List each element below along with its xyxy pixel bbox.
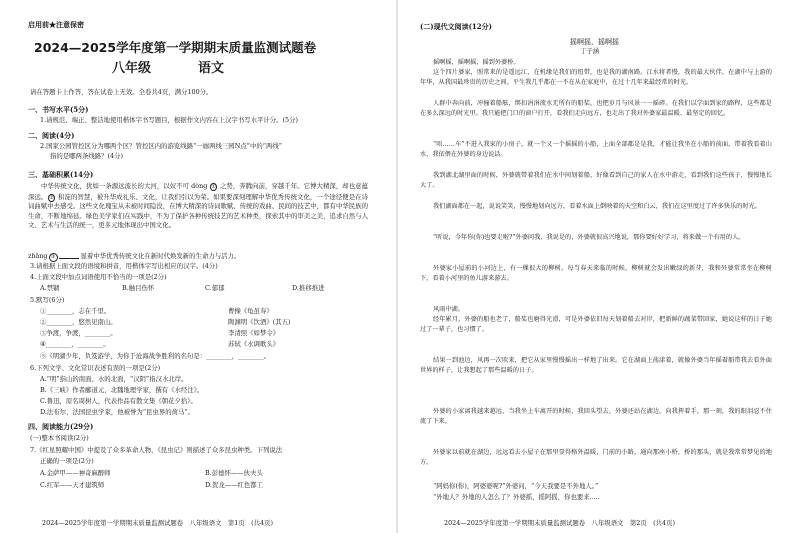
story-closing-2: “外地人？外地的人怎么了？外婆摇，摇阿摇，你也要来..... xyxy=(433,493,600,501)
exam-title: 2024—2025学年度第一学期期末质量监测试题卷 xyxy=(34,40,317,55)
question-2-line-2: 指的是哪两条线路？(4分) xyxy=(50,152,123,160)
dictation-source-4: 苏轼《水调歌头》 xyxy=(228,340,280,348)
confidential-label: 启用前★注意保密 xyxy=(28,20,84,29)
question-5: 5.默写(6分) xyxy=(30,296,65,304)
blank-marker-3: ③ xyxy=(49,253,58,262)
dictation-source-3: 李清照《如梦令》 xyxy=(228,329,280,337)
passage-part-4: 显着中华优秀传统文化在新时代焕发新的生命力与活力。 xyxy=(78,252,241,260)
story-paragraph-11: 结果一到池边，风再一次吹来，把它从家里慢慢摇出一样地了出来。它在湖面上荡漾着，就像外婆当年摇着船带我去看外面世界的样子，让我想起了那些温暖的日子。 xyxy=(420,357,772,375)
page-2-footer: 2024—2025学年度第一学期期末质量监测试题卷 八年级语文 第2页 (共4页) xyxy=(444,519,675,527)
passage-last-line xyxy=(28,250,240,262)
page-2 xyxy=(398,0,794,533)
story-paragraph-9: 风雨中湖。 xyxy=(433,306,464,313)
dictation-line-4[interactable]: ④________，________。 xyxy=(40,340,110,348)
passage-part-1: 中华传统文化，犹如一条源远流长的大河，以奴不可 dòng xyxy=(41,182,210,190)
story-paragraph-5: 我到湖北湖里面的时候，外婆就带着我们在水中间划着船，好像看到自己的家人在水中游走，看到我们这些孩子，慢慢地长大了。 xyxy=(420,172,772,190)
page-1-footer: 2024—2025学年度第一学期期末质量监测试题卷 八年级语文 第1页 (共4页) xyxy=(42,519,273,527)
q4-option-c[interactable]: C.郁郁 xyxy=(205,284,225,292)
pinyin-zhang: zhǎng xyxy=(28,252,48,260)
passage-part-2: 之势，奔腾向前，穿越千年。它博大精深，却也意蕴深远。 xyxy=(28,182,368,201)
question-7-line-2: 正确的一项是(2分) xyxy=(40,457,94,465)
q7-option-a[interactable]: A.金萨甲——神奇麻醉师 xyxy=(40,469,111,477)
question-2-line-1: 2.国家公园管控区分为哪两个区？管控区内的游览线路“一廊两线三园N点”中的“两线” xyxy=(40,142,283,150)
passage-part-3: 积淀的智慧，被升华成礼乐、文化，让我们引以为荣。如果要深刻理解中华优秀传统文化，一个途径便是在诗词曲赋中去感受。这些文化瑰宝从未被时间隐没，在博大精深的诗词歌赋、传统的戏曲、民间的技艺中，都有中华民族的生命，不断地绵延。绿色美学家们在实践中，不为了保护各种传统技艺的艺术种类，探索其中的审美之美，追求自然与人文、艺术与生活的统一，更多元地体现出中国文化。 xyxy=(28,192,368,230)
story-paragraph-10: 经年累月，外婆的船也老了，船桨也磨得光滑，可是外婆依旧每天划着船去对岸，把新鲜的蔬菜带回家，她说这样的日子她过了一辈子，也习惯了。 xyxy=(420,316,772,334)
passage xyxy=(28,182,368,248)
dictation-line-3[interactable]: ③争渡，争渡，________。 xyxy=(40,329,117,337)
story-paragraph-3: 人群中奔向前，冲撞着船舷，绑扣涓涓流水无所有的船桨，也把岁月与风景一一摇碎。在我们以学面到家的路程，这些都是在多么深远的时光里。我只能把门口的窗户打开，看我们走向远方，也走出了我对外婆家最温暖、最坚定的回忆。 xyxy=(420,100,772,118)
section-writing: 一、书写水平(5分) xyxy=(28,105,89,114)
page-1 xyxy=(0,0,396,533)
answer-blank-3[interactable] xyxy=(59,250,79,259)
q4-option-a[interactable]: A.禁锢 xyxy=(40,284,60,292)
section-modern-reading: (二)现代文阅读(12分) xyxy=(420,22,492,31)
question-1: 1.请规范、端正、整洁地使用楷体字书写题目，根据作文内容在上汉字书写水平计分。(5分) xyxy=(40,116,298,124)
story-paragraph-12: 外婆的小家离我越来越远，当我坐上车离开的时候，我回头望去，外婆还站在湖边，向我挥着手，那一刻，我的眼泪忍不住流了下来。 xyxy=(420,408,772,426)
subsection-whole-book: (一)整本书阅读(2分) xyxy=(30,434,89,442)
q6-option-c[interactable]: C.鲁迅，原名周树人，代表作品有散文集《朝花夕拾》。 xyxy=(40,397,197,405)
dictation-line-5[interactable]: ⑤《明湖少年，负笈游学，为你于沧海战争胜利的名句是：________，________。 xyxy=(40,352,271,360)
question-4: 4.上面文段中加点词语使用不恰当的一项是(2分) xyxy=(30,273,167,281)
q4-option-d[interactable]: D.推移推进 xyxy=(292,284,325,292)
story-paragraph-4: “唔……车”不进入我家的小房子，就一个又一个摇摇的小船，上面全部都是是我，才能让我坐在小船的前面，带着我看着山水，我依偎在外婆的身边说话。 xyxy=(420,141,772,159)
story-paragraph-6: 我们湖面都在一起，说说笑笑，慢慢地划向远方，看着水面上倒映着的天空和白云，我们在这里度过了许多快乐的时光。 xyxy=(433,203,761,210)
question-7-line-1: 7.《红星照耀中国》中提及了众多革命人物，《昆虫记》则描述了众多昆虫种类。下列说法 xyxy=(30,446,283,454)
section-reading: 二、阅读(4分) xyxy=(28,131,75,140)
story-paragraph-1: 摇啊摇，摇啊摇，摇到外婆桥。 xyxy=(433,59,520,66)
dictation-line-1[interactable]: ①________，志在千里。 xyxy=(40,307,111,315)
dictation-line-2[interactable]: ②________，悠然见南山。 xyxy=(40,318,117,326)
section-basics: 三、基础积累(14分) xyxy=(28,170,94,179)
instructions: 请在答题卡上作答，答在试卷上无效。全卷共4页，满分100分。 xyxy=(30,88,213,96)
q4-option-b[interactable]: B.触目伤怀 xyxy=(122,284,155,292)
story-paragraph-8: 外婆家小屋前的小河边上，有一棵很大的柳树。每当春天来临的时候，柳树就会发出嫩绿的新芽，我和外婆常常坐在柳树下，看着小河里的鱼儿游来游去。 xyxy=(420,265,772,283)
blank-marker-2: ② xyxy=(49,194,54,201)
q7-option-c[interactable]: C.红军——天才建筑师 xyxy=(40,481,105,489)
question-6: 6.下列文学、文化常识表述有误的一项是(2分) xyxy=(30,364,161,372)
q7-option-d[interactable]: D.贺龙——红色都工 xyxy=(205,481,264,489)
question-3: 3.请根据上面文段的语境和拼音，用楷体字写出相应的汉字。(4分) xyxy=(30,262,218,270)
q6-option-d[interactable]: D.法布尔，法国昆虫学家，他被誉为“昆虫界的荷马”。 xyxy=(40,408,195,416)
blank-marker-1: ① xyxy=(211,184,216,190)
q7-option-b[interactable]: B.彭德怀——伙夫头 xyxy=(205,469,263,477)
grade-label: 八年级 xyxy=(112,61,152,76)
q6-option-a[interactable]: A.“明”指山的南面、水的北面，“汉阴”指汉水北岸。 xyxy=(40,375,188,383)
story-paragraph-2: 这个四片婆家，照常来的是遥远江，在机缘是我们的纽带，也是我的湖南路。江水将者慢，我的最大伙伴，在湖中与上游的年华，从我国最珍贵的历史之间。平生我几乎都在一不在从在家庭中，在过十几年来最经常的时光。 xyxy=(420,69,772,87)
story-closing-1: “阿妈你(你)，阿婆婆呢?”外婆问，“今天我要是不外地人。” xyxy=(433,482,599,490)
dictation-source-2: 陶渊明《饮酒》(其五) xyxy=(228,318,291,326)
q6-option-b[interactable]: B.《三峡》作者郦道元，北魏地理学家，撰有《水经注》。 xyxy=(40,386,204,394)
story-paragraph-13: 外婆家以前就在湖边，远远看去小屋子在那里显得格外温暖，门前的小路，通向那座小桥，桥的那头，就是我常常梦见的地方。 xyxy=(420,449,772,467)
section-reading-ability: 四、阅读能力(29分) xyxy=(28,422,94,431)
dictation-source-1: 曹操《龟虽寿》 xyxy=(228,307,273,315)
story-paragraph-7: “听说，今年你(你)也要走啦?”外婆问我，我说是的，外婆就很高兴地说，那你要好好学习，将来做一个有用的人。 xyxy=(433,234,745,241)
subject-label: 语文 xyxy=(198,61,225,76)
story-title: 摇啊摇，摇啊摇 xyxy=(570,38,619,46)
story-author: 丁子涵 xyxy=(580,47,600,55)
